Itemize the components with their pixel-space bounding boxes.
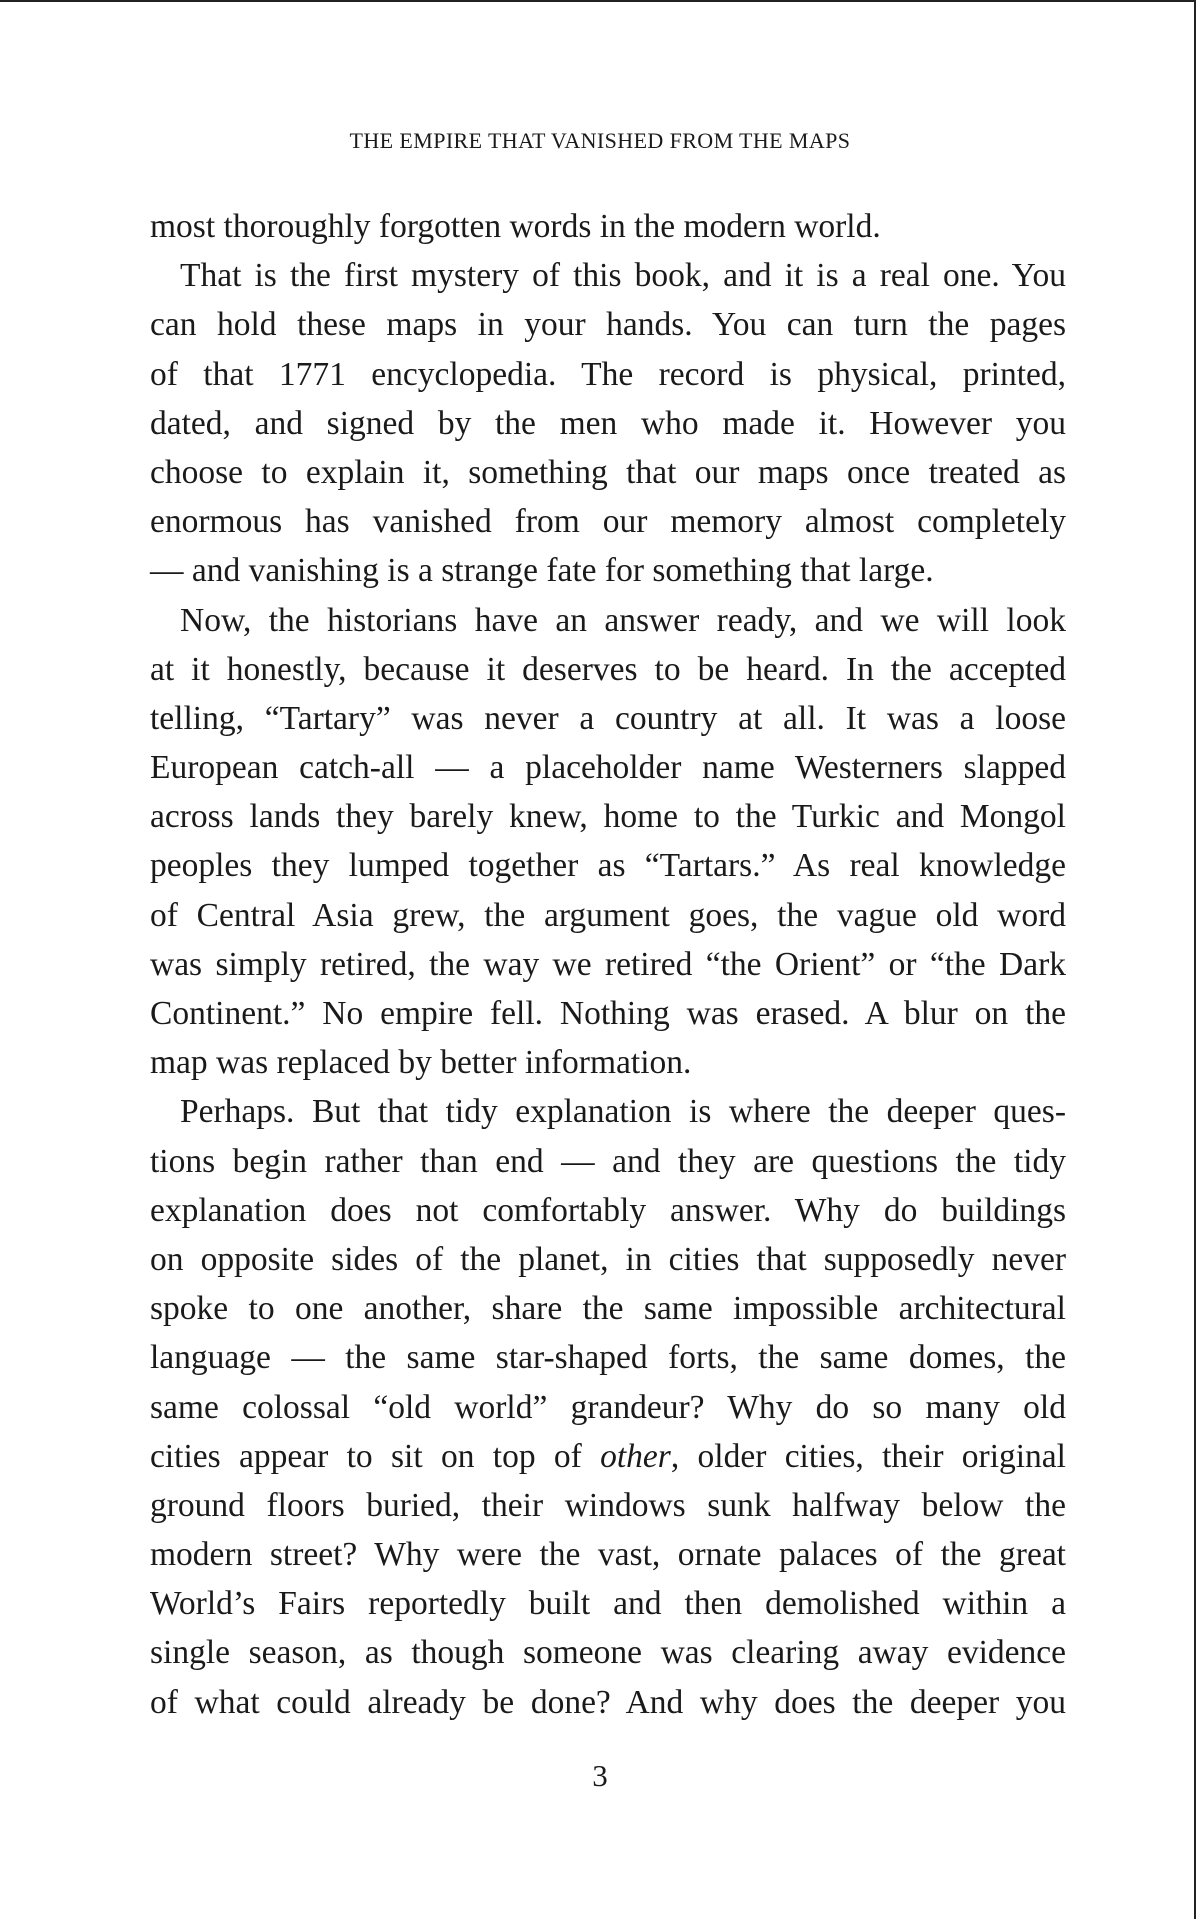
text-line: dated, and signed by the men who made it. However you — [150, 404, 1066, 442]
text-line: of Central Asia grew, the argument goes, the vague old word — [150, 896, 1066, 934]
running-head: THE EMPIRE THAT VANISHED FROM THE MAPS — [349, 128, 851, 153]
text-line: peoples they lumped together as “Tartars.” As real knowledge — [150, 847, 1066, 885]
text-line: language — the same star-shaped forts, the same domes, the — [150, 1339, 1066, 1377]
text-line: across lands they barely knew, home to the Turkic and Mongol — [150, 798, 1066, 836]
text-line: Continent.” No empire fell. Nothing was erased. A blur on the — [150, 995, 1066, 1032]
text-line: of that 1771 encyclopedia. The record is physical, printed, — [150, 355, 1066, 393]
text-line: World’s Fairs reportedly built and then demolished within a — [150, 1585, 1066, 1623]
text-line: — and vanishing is a strange fate for something that large. — [150, 552, 934, 590]
text-line: explanation does not comfortably answer. Why do buildings — [150, 1191, 1066, 1229]
text-line — [150, 1432, 1066, 1481]
text-line: telling, “Tartary” was never a country at all. It was a loose — [150, 699, 1066, 737]
text-line: map was replaced by better information. — [150, 1044, 692, 1082]
text-line: spoke to one another, share the same impossible architectural — [150, 1290, 1066, 1328]
text-run: cities appear to sit on top of — [150, 1437, 601, 1475]
text-line: Now, the historians have an answer ready, and we will look — [180, 601, 1066, 639]
text-line: enormous has vanished from our memory almost completely — [150, 503, 1066, 541]
body-text — [150, 202, 1066, 1727]
text-line: That is the first mystery of this book, and it is a real one. You — [180, 257, 1066, 295]
text-run: , older cities, their original — [670, 1437, 1066, 1475]
page-number: 3 — [592, 1758, 608, 1793]
text-line: same colossal “old world” grandeur? Why do so many old — [150, 1388, 1066, 1426]
text-line: single season, as though someone was clearing away evidence — [150, 1634, 1066, 1672]
text-line: of what could already be done? And why does the deeper you — [150, 1683, 1066, 1721]
text-line: tions begin rather than end — and they are questions the tidy — [150, 1142, 1066, 1180]
text-line: modern street? Why were the vast, ornate palaces of the great — [150, 1536, 1066, 1574]
text-line: Perhaps. But that tidy explanation is where the deeper ques- — [180, 1093, 1066, 1131]
text-line: was simply retired, the way we retired “the Orient” or “the Dark — [150, 945, 1066, 983]
text-line: most thoroughly forgotten words in the modern world. — [150, 208, 881, 245]
text-line: on opposite sides of the planet, in cities that supposedly never — [150, 1240, 1066, 1278]
text-line: European catch-all — a placeholder name Westerners slapped — [150, 749, 1066, 787]
text-line: ground floors buried, their windows sunk halfway below the — [150, 1486, 1066, 1524]
text-line: at it honestly, because it deserves to be heard. In the accepted — [150, 650, 1066, 688]
italic-emphasis: other — [600, 1437, 671, 1475]
text-line: choose to explain it, something that our maps once treated as — [150, 453, 1066, 491]
text-line: can hold these maps in your hands. You can turn the pages — [150, 306, 1066, 344]
